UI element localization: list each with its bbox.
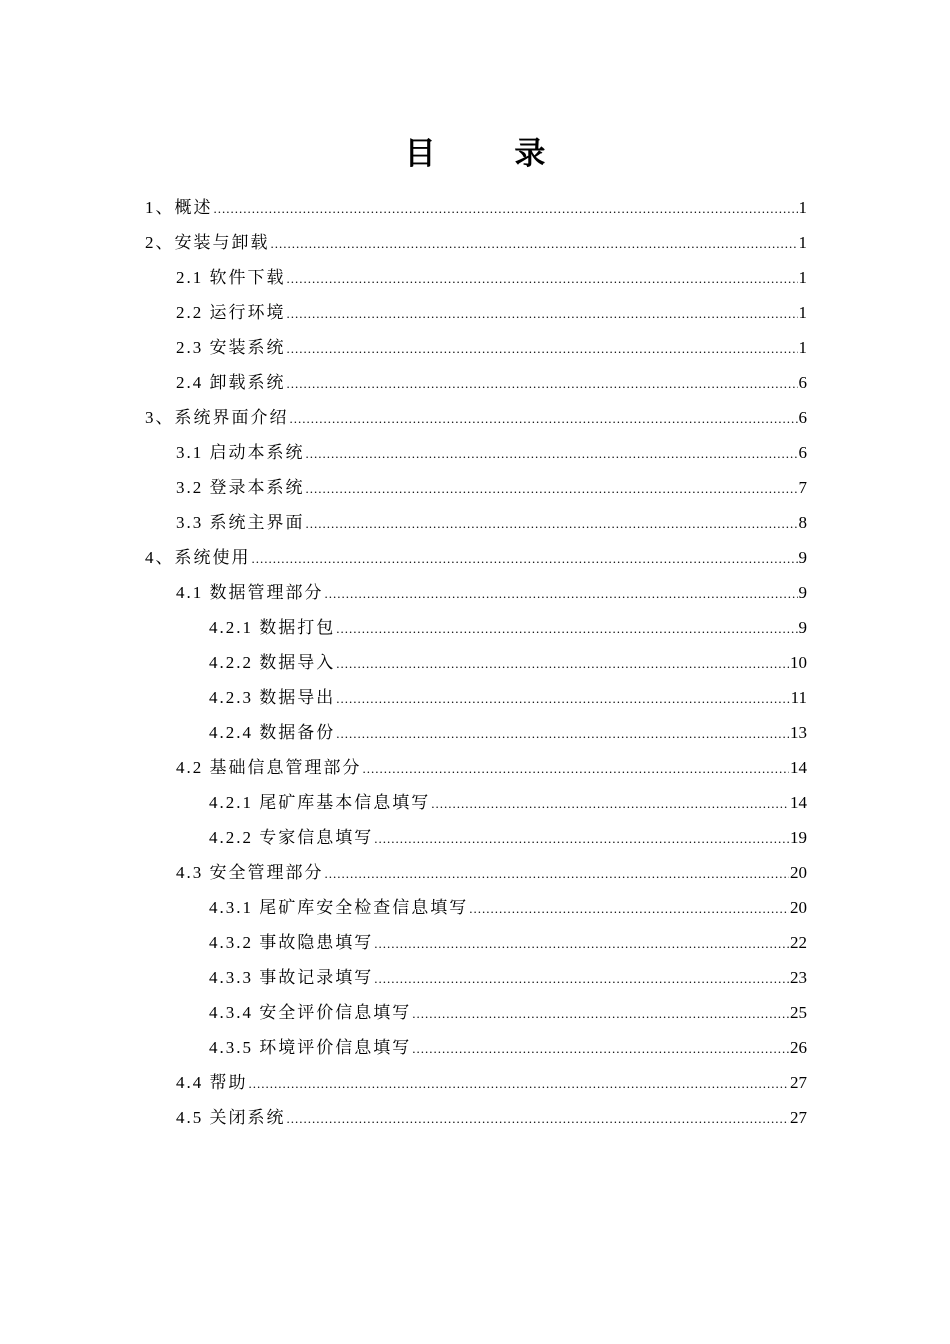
toc-entry[interactable] xyxy=(145,680,807,715)
toc-entry[interactable] xyxy=(145,610,807,645)
dot-leader xyxy=(374,821,789,856)
toc-entry[interactable] xyxy=(145,295,807,330)
toc-entry[interactable] xyxy=(145,1100,807,1135)
toc-entry-page-number: 22 xyxy=(790,933,807,952)
toc-entry-page-number: 11 xyxy=(790,688,807,707)
toc-entry-page-number: 10 xyxy=(790,653,807,672)
toc-entry-label: 4.2.2 专家信息填写 xyxy=(209,828,374,847)
dot-leader xyxy=(374,961,789,996)
toc-entry[interactable] xyxy=(145,575,807,610)
toc-entry[interactable] xyxy=(145,995,807,1030)
toc-entry-label: 4.1 数据管理部分 xyxy=(176,583,324,602)
toc-entry-page-number: 20 xyxy=(790,898,807,917)
dot-leader xyxy=(306,506,798,541)
toc-entry[interactable] xyxy=(145,435,807,470)
toc-entry-page-number: 27 xyxy=(790,1073,807,1092)
toc-entry-label: 3.1 启动本系统 xyxy=(176,443,305,462)
dot-leader xyxy=(374,926,789,961)
toc-entry[interactable] xyxy=(145,400,807,435)
toc-entry-page-number: 1 xyxy=(798,268,807,287)
toc-entry-page-number: 9 xyxy=(798,618,807,637)
toc-entry-label: 4.4 帮助 xyxy=(176,1073,248,1092)
toc-entry[interactable] xyxy=(145,925,807,960)
dot-leader xyxy=(287,261,798,296)
toc-entry-label: 3、系统界面介绍 xyxy=(145,408,289,427)
toc-entry-page-number: 9 xyxy=(798,583,807,602)
toc-entry-page-number: 6 xyxy=(798,443,807,462)
toc-entry-label: 3.2 登录本系统 xyxy=(176,478,305,497)
toc-entry[interactable] xyxy=(145,260,807,295)
toc-entry-label: 4.3.2 事故隐患填写 xyxy=(209,933,374,952)
toc-entry-page-number: 7 xyxy=(798,478,807,497)
toc-entry[interactable] xyxy=(145,470,807,505)
dot-leader xyxy=(431,786,789,821)
toc-entry-label: 4、系统使用 xyxy=(145,548,251,567)
toc-entry-label: 4.2.3 数据导出 xyxy=(209,688,336,707)
toc-entry-label: 2.4 卸载系统 xyxy=(176,373,286,392)
dot-leader xyxy=(306,436,798,471)
toc-entry-label: 1、概述 xyxy=(145,198,213,217)
toc-entry[interactable] xyxy=(145,505,807,540)
toc-entry-label: 4.2.4 数据备份 xyxy=(209,723,336,742)
dot-leader xyxy=(336,646,789,681)
toc-entry-page-number: 1 xyxy=(798,338,807,357)
toc-entry[interactable] xyxy=(145,330,807,365)
dot-leader xyxy=(214,191,798,226)
dot-leader xyxy=(287,331,798,366)
toc-entry[interactable] xyxy=(145,785,807,820)
toc-entry[interactable] xyxy=(145,540,807,575)
toc-title: 目 录 xyxy=(404,136,580,172)
dot-leader xyxy=(287,296,798,331)
toc-entry-page-number: 23 xyxy=(790,968,807,987)
toc-entry-page-number: 1 xyxy=(798,303,807,322)
toc-entry-label: 2.3 安装系统 xyxy=(176,338,286,357)
dot-leader xyxy=(336,681,789,716)
dot-leader xyxy=(412,1031,789,1066)
dot-leader xyxy=(336,611,797,646)
dot-leader xyxy=(249,1066,790,1101)
toc-entry[interactable] xyxy=(145,645,807,680)
toc-entry-page-number: 8 xyxy=(798,513,807,532)
toc-entry-page-number: 25 xyxy=(790,1003,807,1022)
toc-entry[interactable] xyxy=(145,960,807,995)
dot-leader xyxy=(469,891,789,926)
toc-entry-page-number: 19 xyxy=(790,828,807,847)
toc-entry-label: 4.3.3 事故记录填写 xyxy=(209,968,374,987)
toc-entry-label: 4.3.1 尾矿库安全检查信息填写 xyxy=(209,898,469,917)
toc-entry[interactable] xyxy=(145,820,807,855)
toc-entry-page-number: 1 xyxy=(798,233,807,252)
toc-entry-page-number: 14 xyxy=(790,793,807,812)
dot-leader xyxy=(363,751,790,786)
dot-leader xyxy=(325,856,790,891)
toc-entry[interactable] xyxy=(145,715,807,750)
toc-entry[interactable] xyxy=(145,190,807,225)
toc-entry[interactable] xyxy=(145,855,807,890)
dot-leader xyxy=(412,996,789,1031)
toc-entry-label: 4.2.1 数据打包 xyxy=(209,618,336,637)
toc-entry-label: 4.5 关闭系统 xyxy=(176,1108,286,1127)
toc-entry-label: 4.2.1 尾矿库基本信息填写 xyxy=(209,793,431,812)
table-of-contents xyxy=(145,190,807,1135)
dot-leader xyxy=(271,226,798,261)
toc-entry-label: 4.3 安全管理部分 xyxy=(176,863,324,882)
dot-leader xyxy=(252,541,798,576)
toc-entry-label: 2.1 软件下载 xyxy=(176,268,286,287)
toc-entry-label: 2.2 运行环境 xyxy=(176,303,286,322)
dot-leader xyxy=(290,401,798,436)
toc-entry-label: 3.3 系统主界面 xyxy=(176,513,305,532)
toc-entry-page-number: 14 xyxy=(790,758,807,777)
toc-entry-page-number: 1 xyxy=(798,198,807,217)
toc-entry-page-number: 6 xyxy=(798,373,807,392)
dot-leader xyxy=(325,576,798,611)
toc-entry-page-number: 6 xyxy=(798,408,807,427)
dot-leader xyxy=(336,716,789,751)
toc-entry-page-number: 27 xyxy=(790,1108,807,1127)
toc-entry[interactable] xyxy=(145,225,807,260)
toc-entry[interactable] xyxy=(145,890,807,925)
toc-entry[interactable] xyxy=(145,365,807,400)
dot-leader xyxy=(287,1101,790,1136)
toc-entry[interactable] xyxy=(145,1065,807,1100)
toc-entry-page-number: 13 xyxy=(790,723,807,742)
toc-entry-page-number: 20 xyxy=(790,863,807,882)
toc-entry-label: 4.3.5 环境评价信息填写 xyxy=(209,1038,412,1057)
toc-entry-label: 4.3.4 安全评价信息填写 xyxy=(209,1003,412,1022)
dot-leader xyxy=(306,471,798,506)
toc-entry-label: 4.2.2 数据导入 xyxy=(209,653,336,672)
toc-entry-page-number: 26 xyxy=(790,1038,807,1057)
toc-entry[interactable] xyxy=(145,750,807,785)
dot-leader xyxy=(287,366,798,401)
toc-entry-label: 2、安装与卸载 xyxy=(145,233,270,252)
toc-entry-label: 4.2 基础信息管理部分 xyxy=(176,758,362,777)
toc-entry-page-number: 9 xyxy=(798,548,807,567)
toc-entry[interactable] xyxy=(145,1030,807,1065)
